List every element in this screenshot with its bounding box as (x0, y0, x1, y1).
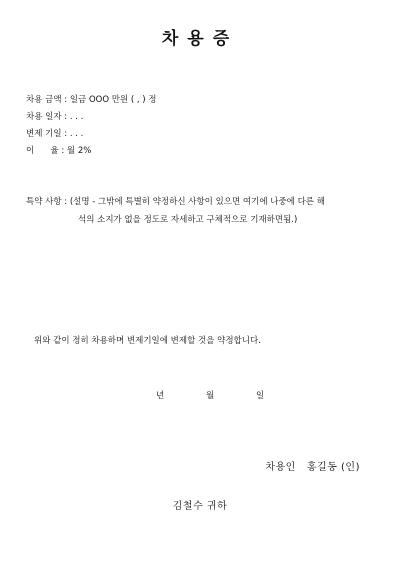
special-terms-label: 특약 사항 (26, 197, 62, 207)
field-repay-date (26, 129, 83, 140)
field-separator: : (61, 95, 70, 105)
document-title: 차용증 (161, 29, 239, 49)
field-repay-date-value: . . . (69, 129, 84, 139)
special-terms-text-1: (설명 - 그밖에 특별히 약정하신 사항이 있으면 여기에 나중에 다른 해 (69, 197, 325, 207)
field-borrow-date-label: 차용 일자 (26, 112, 62, 122)
field-amount-label: 차용 금액 (26, 95, 62, 105)
date-year: 년 (156, 391, 165, 401)
field-amount (26, 95, 157, 106)
field-amount-value: 일금 OOO 만원 ( , ) 정 (69, 95, 157, 105)
date-row (0, 389, 400, 401)
field-borrow-date-value: . . . (69, 112, 84, 122)
field-separator: : (61, 129, 70, 139)
agreement-statement: 위와 같이 정히 차용하며 변제기일에 변제할 것을 약정합니다. (34, 336, 261, 346)
special-terms-text-2: 석의 소지가 없을 정도로 자세하고 구체적으로 기재하면됨.) (78, 215, 298, 225)
field-separator: : (61, 112, 70, 122)
date-day: 일 (256, 391, 265, 401)
field-borrow-date (26, 112, 83, 123)
special-terms-line1 (26, 197, 378, 208)
addressee: 김철수 귀하 (172, 501, 228, 512)
field-repay-date-label: 변제 기일 (26, 129, 62, 139)
date-month: 월 (206, 391, 215, 401)
field-interest (26, 146, 91, 157)
special-terms (26, 197, 378, 226)
field-separator: : (58, 146, 67, 156)
field-separator: : (61, 197, 70, 207)
field-interest-label: 이 율 (26, 146, 59, 156)
borrower-signature: 차용인 홍길동 (인) (265, 462, 360, 473)
field-interest-value: 월 2% (66, 146, 92, 156)
